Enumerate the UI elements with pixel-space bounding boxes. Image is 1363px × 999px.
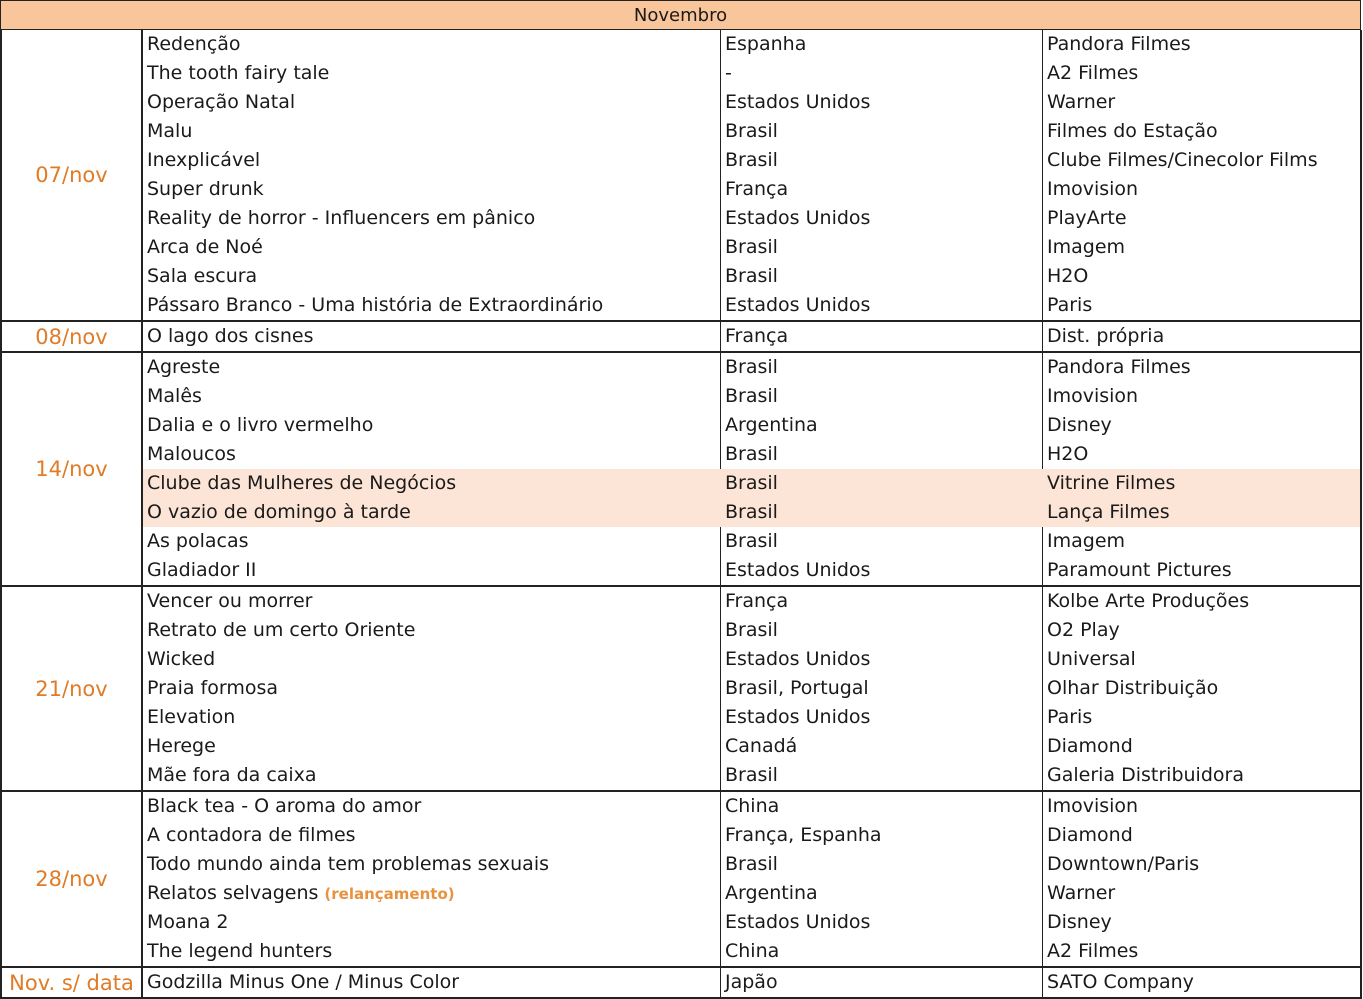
movie-title-cell[interactable] [147, 291, 603, 320]
movie-title-cell[interactable] [147, 469, 456, 498]
distributor-cell[interactable]: Clube Filmes/Cinecolor Films [1047, 149, 1318, 171]
movie-title-cell[interactable] [147, 937, 332, 966]
country-cell[interactable]: Espanha [725, 33, 807, 55]
distributor-cell[interactable]: Dist. própria [1047, 325, 1165, 347]
distributor-cell[interactable]: Kolbe Arte Produções [1047, 590, 1250, 612]
country-cell[interactable]: Brasil [725, 265, 778, 287]
table-row [143, 411, 1360, 440]
table-row [143, 879, 1360, 908]
movie-title-cell[interactable] [147, 850, 549, 879]
table-row [143, 821, 1360, 850]
table-row [143, 291, 1360, 320]
date-group [0, 30, 1362, 322]
movie-title: Moana 2 [147, 911, 229, 933]
country-cell[interactable]: Brasil [725, 501, 778, 523]
movie-title-cell[interactable] [147, 233, 263, 262]
movie-title: O lago dos cisnes [147, 325, 314, 347]
table-row [143, 204, 1360, 233]
table-row [143, 353, 1360, 382]
distributor-cell[interactable]: PlayArte [1047, 207, 1127, 229]
country-cell[interactable]: China [725, 795, 780, 817]
table-row [143, 850, 1360, 879]
date-group [0, 792, 1362, 968]
movie-title: Mãe fora da caixa [147, 764, 317, 786]
movie-title-cell[interactable] [147, 117, 192, 146]
country-cell[interactable]: Estados Unidos [725, 559, 871, 581]
country-cell[interactable]: Brasil [725, 385, 778, 407]
country-cell[interactable]: Estados Unidos [725, 91, 871, 113]
movie-title: Gladiador II [147, 559, 257, 581]
movie-title: The legend hunters [147, 940, 333, 962]
country-cell[interactable]: França [725, 325, 789, 347]
country-cell[interactable]: Brasil [725, 356, 778, 378]
table-row [143, 175, 1360, 204]
movie-title: O vazio de domingo à tarde [147, 501, 411, 523]
table-row [143, 732, 1360, 761]
release-date-cell[interactable]: 28/nov [2, 792, 143, 966]
movie-title-cell[interactable] [147, 146, 260, 175]
movie-title-cell[interactable] [147, 674, 278, 703]
table-row [143, 469, 1360, 498]
movie-title: Vencer ou morrer [147, 590, 313, 612]
distributor-cell[interactable]: Imovision [1047, 795, 1139, 817]
table-row [143, 30, 1360, 59]
movie-title-cell[interactable] [147, 821, 356, 850]
distributor-cell[interactable]: Downtown/Paris [1047, 853, 1200, 875]
date-group [0, 968, 1362, 999]
distributor-cell[interactable]: Olhar Distribuição [1047, 677, 1219, 699]
movie-title: Super drunk [147, 178, 264, 200]
country-cell[interactable]: Brasil [725, 619, 778, 641]
country-cell[interactable]: Estados Unidos [725, 911, 871, 933]
table-row [143, 117, 1360, 146]
country-cell[interactable]: Japão [725, 971, 778, 993]
country-cell[interactable]: Brasil [725, 120, 778, 142]
movie-title: Pássaro Branco - Uma história de Extraordinário [147, 294, 604, 316]
table-row [143, 761, 1360, 790]
movie-title-cell[interactable] [147, 262, 257, 291]
country-cell[interactable]: Argentina [725, 882, 818, 904]
movie-title-cell[interactable] [147, 703, 235, 732]
table-row [143, 645, 1360, 674]
movie-title-cell[interactable] [147, 440, 236, 469]
distributor-cell[interactable]: H2O [1047, 265, 1089, 287]
distributor-cell[interactable]: Paris [1047, 294, 1093, 316]
movie-title-cell[interactable] [147, 353, 220, 382]
movie-title: Arca de Noé [147, 236, 263, 258]
table-row [143, 322, 1360, 351]
movie-title-cell[interactable] [147, 792, 421, 821]
distributor-cell[interactable]: SATO Company [1047, 971, 1194, 993]
movie-title: Reality de horror - Influencers em pânico [147, 207, 536, 229]
table-row [143, 937, 1360, 966]
movie-title: A contadora de filmes [147, 824, 356, 846]
table-row [143, 498, 1360, 527]
table-row [143, 968, 1360, 997]
distributor-cell[interactable]: Warner [1047, 91, 1116, 113]
distributor-cell[interactable]: A2 Filmes [1047, 940, 1139, 962]
movie-rows [143, 322, 1360, 351]
country-cell[interactable]: França [725, 178, 789, 200]
table-row [143, 527, 1360, 556]
movie-title: Todo mundo ainda tem problemas sexuais [147, 853, 549, 875]
movie-title: Malês [147, 385, 202, 407]
distributor-cell[interactable]: A2 Filmes [1047, 62, 1139, 84]
distributor-cell[interactable]: Diamond [1047, 735, 1133, 757]
movie-title-cell[interactable] [147, 204, 535, 233]
date-group [0, 322, 1362, 353]
country-cell[interactable]: Brasil, Portugal [725, 677, 869, 699]
month-header[interactable]: Novembro [0, 0, 1361, 30]
movie-title-cell[interactable] [147, 30, 241, 59]
movie-title-cell[interactable] [147, 645, 215, 674]
release-date-cell[interactable]: 07/nov [2, 30, 143, 320]
release-date-cell[interactable]: 08/nov [2, 322, 143, 351]
release-date-cell[interactable]: 14/nov [2, 353, 143, 585]
distributor-cell[interactable]: Imagem [1047, 236, 1126, 258]
distributor-cell[interactable]: Filmes do Estação [1047, 120, 1218, 142]
table-row [143, 908, 1360, 937]
distributor-cell[interactable]: Vitrine Filmes [1047, 472, 1176, 494]
distributor-cell[interactable]: Imovision [1047, 178, 1139, 200]
date-group [0, 587, 1362, 792]
distributor-cell[interactable]: Galeria Distribuidora [1047, 764, 1244, 786]
movie-title: Relatos selvagens [147, 882, 319, 904]
distributor-cell[interactable]: Disney [1047, 414, 1112, 436]
country-cell[interactable]: China [725, 940, 780, 962]
distributor-cell[interactable]: Pandora Filmes [1047, 33, 1191, 55]
table-row [143, 703, 1360, 732]
release-date-cell[interactable]: 21/nov [2, 587, 143, 790]
table-row [143, 382, 1360, 411]
distributor-cell[interactable]: Diamond [1047, 824, 1133, 846]
movie-title: Maloucos [147, 443, 236, 465]
movie-title: Redenção [147, 33, 241, 55]
movie-title-cell[interactable] [147, 908, 228, 937]
movie-rows [143, 792, 1360, 966]
country-cell[interactable]: Brasil [725, 149, 778, 171]
table-row [143, 440, 1360, 469]
country-cell[interactable]: Estados Unidos [725, 294, 871, 316]
date-group [0, 353, 1362, 587]
movie-rows [143, 353, 1360, 585]
distributor-cell[interactable]: Lança Filmes [1047, 501, 1170, 523]
movie-title: Wicked [147, 648, 216, 670]
table-row [143, 556, 1360, 585]
distributor-cell[interactable]: Imovision [1047, 385, 1139, 407]
table-row [143, 262, 1360, 291]
country-cell[interactable]: Estados Unidos [725, 207, 871, 229]
table-row [143, 616, 1360, 645]
movie-title: Retrato de um certo Oriente [147, 619, 416, 641]
movie-title-cell[interactable] [147, 498, 411, 527]
country-cell[interactable]: Brasil [725, 472, 778, 494]
movie-title: As polacas [147, 530, 249, 552]
movie-title: Agreste [147, 356, 221, 378]
country-cell[interactable]: - [725, 62, 732, 84]
movie-rows [143, 968, 1360, 997]
movie-rows [143, 30, 1360, 320]
movie-title: Malu [147, 120, 193, 142]
distributor-cell[interactable]: Disney [1047, 911, 1112, 933]
rerelease-note: (relançamento) [324, 885, 455, 903]
table-row [143, 59, 1360, 88]
country-cell[interactable]: Brasil [725, 236, 778, 258]
movie-title: Praia formosa [147, 677, 279, 699]
movie-title-cell[interactable] [147, 761, 317, 790]
movie-title-cell[interactable] [147, 322, 314, 351]
movie-title: Dalia e o livro vermelho [147, 414, 374, 436]
movie-title: Inexplicável [147, 149, 261, 171]
country-cell[interactable]: Canadá [725, 735, 798, 757]
table-row [143, 233, 1360, 262]
movie-title: Sala escura [147, 265, 258, 287]
country-cell[interactable]: Estados Unidos [725, 706, 871, 728]
distributor-cell[interactable]: Paris [1047, 706, 1093, 728]
country-cell[interactable]: Argentina [725, 414, 818, 436]
movie-title-cell[interactable] [147, 616, 415, 645]
movie-title-cell[interactable] [147, 411, 373, 440]
movie-title-cell[interactable] [147, 88, 295, 117]
movie-title: Herege [147, 735, 216, 757]
movie-title: Black tea - O aroma do amor [147, 795, 422, 817]
table-row [143, 674, 1360, 703]
distributor-cell[interactable]: Universal [1047, 648, 1136, 670]
table-row [143, 146, 1360, 175]
movie-title-cell[interactable] [147, 879, 455, 909]
movie-title-cell[interactable] [147, 732, 216, 761]
movie-title-cell[interactable] [147, 556, 256, 585]
country-cell[interactable]: Brasil [725, 764, 778, 786]
movie-title-cell[interactable] [147, 968, 459, 997]
country-cell[interactable]: França, Espanha [725, 824, 882, 846]
release-date-cell[interactable]: Nov. s/ data [2, 968, 143, 997]
movie-title: Operação Natal [147, 91, 296, 113]
movie-title: Godzilla Minus One / Minus Color [147, 971, 460, 993]
distributor-cell[interactable]: Paramount Pictures [1047, 559, 1232, 581]
movie-title-cell[interactable] [147, 59, 329, 88]
movie-title: Clube das Mulheres de Negócios [147, 472, 457, 494]
distributor-cell[interactable]: Warner [1047, 882, 1116, 904]
distributor-cell[interactable]: O2 Play [1047, 619, 1120, 641]
country-cell[interactable]: Brasil [725, 443, 778, 465]
movie-title-cell[interactable] [147, 527, 249, 556]
country-cell[interactable]: Brasil [725, 853, 778, 875]
distributor-cell[interactable]: Imagem [1047, 530, 1126, 552]
movie-title: The tooth fairy tale [147, 62, 330, 84]
country-cell[interactable]: Estados Unidos [725, 648, 871, 670]
country-cell[interactable]: Brasil [725, 530, 778, 552]
movie-title-cell[interactable] [147, 587, 312, 616]
movie-title-cell[interactable] [147, 382, 202, 411]
movie-rows [143, 587, 1360, 790]
movie-title-cell[interactable] [147, 175, 264, 204]
distributor-cell[interactable]: H2O [1047, 443, 1089, 465]
movie-title: Elevation [147, 706, 236, 728]
table-row [143, 587, 1360, 616]
table-row [143, 88, 1360, 117]
table-row [143, 792, 1360, 821]
distributor-cell[interactable]: Pandora Filmes [1047, 356, 1191, 378]
country-cell[interactable]: França [725, 590, 789, 612]
